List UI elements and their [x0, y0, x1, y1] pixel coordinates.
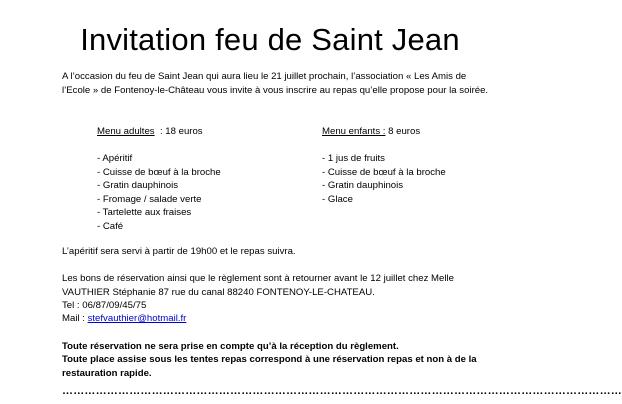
menu-enfants-heading — [322, 125, 446, 139]
menu-enfants-list — [322, 152, 446, 206]
list-item: - Apéritif — [97, 153, 133, 164]
menu-adultes-label: Menu adultes — [97, 126, 155, 137]
menu-adultes-price: : 18 euros — [154, 126, 203, 137]
list-item: - Cuisse de bœuf à la broche — [322, 166, 446, 178]
menu-adultes-list — [97, 152, 221, 233]
list-item: - Tartelette aux fraises — [97, 207, 192, 218]
list-item: - 1 jus de fruits — [322, 153, 385, 164]
list-item: - Fromage / salade verte — [97, 193, 202, 205]
email-link[interactable]: stefvauthier@hotmail.fr — [87, 313, 187, 324]
list-item: - Gratin dauphinois — [322, 180, 404, 191]
list-item: - Gratin dauphinois — [97, 180, 179, 191]
reservation-paragraph: Les bons de réservation ainsi que le règlement sont à retourner avant le 12 juillet chez Melle VAUTHIER Stéphanie 87 rue du canal 88240 FONTENOY-LE-CHATEAU. — [62, 273, 454, 298]
menu-enfants-price: 8 euros — [385, 126, 421, 137]
intro-paragraph: A l’occasion du feu de Saint Jean qui aura lieu le 21 juillet prochain, l’association « Les Amis de l’Ecole » de Fontenoy-le-Château vous invite à vous inscrire au repas qu’elle propose pour la soirée. — [62, 71, 489, 96]
mail-line — [62, 312, 492, 326]
menu-enfants — [322, 125, 446, 206]
phone-number: Tel : 06/87/09/45/75 — [62, 300, 147, 311]
menu-adultes-heading — [97, 125, 221, 139]
aperitif-text: L’apéritif sera servi à partir de 19h00 et le repas suivra. — [62, 246, 296, 257]
list-item: - Cuisse de bœuf à la broche — [97, 166, 221, 178]
notice-seating: Toute place assise sous les tentes repas correspond à une réservation repas et non à de la restauration rapide. — [62, 354, 477, 379]
dotted-separator: …………………………………………………………………………………………………………………………………… — [62, 385, 622, 397]
list-item: - Glace — [322, 193, 353, 205]
menu-enfants-label: Menu enfants : — [322, 126, 386, 137]
page-title: Invitation feu de Saint Jean — [80, 22, 460, 57]
list-item: - Café — [97, 220, 124, 232]
mail-label: Mail : — [62, 313, 88, 324]
menu-adultes — [97, 125, 221, 233]
notice-payment: Toute réservation ne sera prise en compte qu’à la réception du règlement. — [62, 341, 399, 352]
